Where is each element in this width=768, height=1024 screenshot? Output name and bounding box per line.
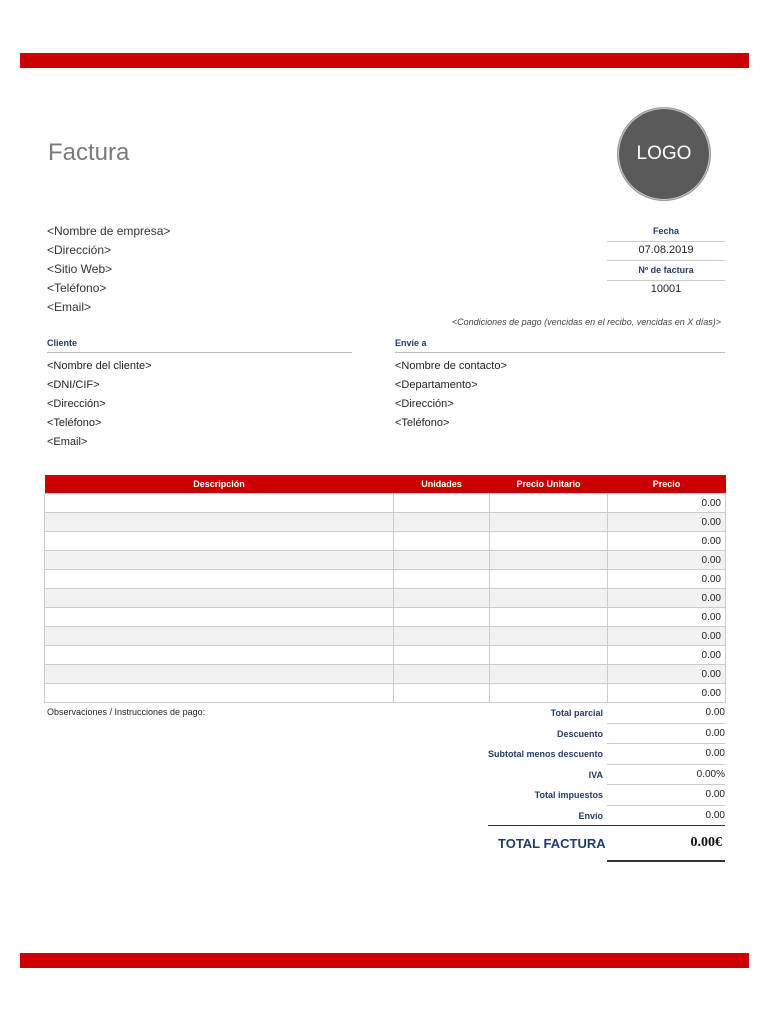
company-address: <Dirección> [47,243,112,257]
item-unit-price[interactable] [490,665,608,684]
item-price[interactable]: 0.00 [608,570,726,589]
item-unit-price[interactable] [490,513,608,532]
item-description[interactable] [45,646,394,665]
company-email: <Email> [47,300,92,314]
client-phone: <Teléfono> [47,417,102,429]
item-description[interactable] [45,665,394,684]
col-units: Unidades [394,475,490,494]
date-value: 07.08.2019 [607,241,725,260]
department: <Departamento> [395,379,478,391]
item-price[interactable]: 0.00 [608,646,726,665]
item-price[interactable]: 0.00 [608,608,726,627]
col-description: Descripción [45,475,394,494]
item-unit-price[interactable] [490,608,608,627]
client-tax-id: <DNI/CIF> [47,379,100,391]
item-units[interactable] [394,570,490,589]
item-price[interactable]: 0.00 [608,532,726,551]
company-website: <Sitio Web> [47,262,113,276]
item-unit-price[interactable] [490,494,608,513]
totals-row [470,785,725,806]
grand-total [488,825,725,862]
totals-label: Subtotal menos descuento [487,749,603,760]
totals-label: Total parcial [550,708,603,719]
item-units[interactable] [394,646,490,665]
item-description[interactable] [45,532,394,551]
item-description[interactable] [45,513,394,532]
item-units[interactable] [394,684,490,703]
table-row [45,494,726,513]
payment-terms: <Condiciones de pago (vencidas en el recibo, vencidas en X días)> [451,317,721,327]
totals-value: 0.00% [607,765,725,786]
totals-value: 0.00 [607,806,725,827]
item-description[interactable] [45,627,394,646]
table-row [45,532,726,551]
notes-label: Observaciones / Instrucciones de pago: [47,707,206,717]
ship-to-section [395,338,725,434]
totals-row [470,703,725,724]
items-table-body [45,494,726,703]
invoice-number-label: Nº de factura [607,260,725,280]
item-unit-price[interactable] [490,684,608,703]
ship-phone: <Teléfono> [395,417,450,429]
table-row [45,608,726,627]
table-row [45,665,726,684]
item-description[interactable] [45,551,394,570]
totals-label: Descuento [556,728,603,739]
item-unit-price[interactable] [490,551,608,570]
totals-block [470,703,725,826]
totals-label: IVA [588,769,603,780]
item-unit-price[interactable] [490,589,608,608]
totals-row [470,724,725,745]
client-heading: Cliente [47,338,352,353]
client-name: <Nombre del cliente> [47,360,152,372]
totals-row [470,806,725,827]
totals-value: 0.00 [607,744,725,765]
item-unit-price[interactable] [490,570,608,589]
company-name: <Nombre de empresa> [47,224,171,238]
item-price[interactable]: 0.00 [608,551,726,570]
company-phone: <Teléfono> [47,281,107,295]
date-label: Fecha [652,226,679,236]
totals-label: Total impuestos [534,790,603,801]
invoice-meta [607,222,725,299]
items-table [44,475,726,703]
document-title: Factura [48,139,130,166]
item-price[interactable]: 0.00 [608,627,726,646]
item-description[interactable] [45,589,394,608]
item-unit-price[interactable] [490,627,608,646]
contact-name: <Nombre de contacto> [395,360,507,372]
item-units[interactable] [394,608,490,627]
item-units[interactable] [394,551,490,570]
item-unit-price[interactable] [490,532,608,551]
table-row [45,646,726,665]
item-units[interactable] [394,589,490,608]
totals-value: 0.00 [607,703,725,724]
item-price[interactable]: 0.00 [608,513,726,532]
item-price[interactable]: 0.00 [608,665,726,684]
col-unit-price: Precio Unitario [490,475,608,494]
item-units[interactable] [394,665,490,684]
invoice-number-value: 10001 [607,280,725,299]
item-price[interactable]: 0.00 [608,494,726,513]
grand-total-value: 0.00€ [690,835,722,850]
grand-total-label: TOTAL FACTURA [498,836,606,851]
logo-placeholder: LOGO [617,107,711,201]
table-row [45,513,726,532]
totals-value: 0.00 [607,724,725,745]
item-description[interactable] [45,684,394,703]
item-units[interactable] [394,494,490,513]
client-address: <Dirección> [47,398,106,410]
totals-row [470,765,725,786]
bottom-accent-bar [20,953,749,968]
client-section [47,338,352,453]
totals-label: Envío [578,810,603,821]
totals-value: 0.00 [607,785,725,806]
table-row [45,589,726,608]
table-row [45,684,726,703]
client-email: <Email> [47,436,88,448]
table-row [45,570,726,589]
item-price[interactable]: 0.00 [608,589,726,608]
company-info [47,224,170,319]
ship-address: <Dirección> [395,398,454,410]
items-table-header [45,475,726,494]
item-price[interactable]: 0.00 [608,684,726,703]
table-row [45,627,726,646]
col-price: Precio [608,475,726,494]
grand-total-underline [607,860,725,862]
item-description[interactable] [45,608,394,627]
ship-to-heading: Envíe a [395,338,725,353]
top-accent-bar [20,53,749,68]
item-unit-price[interactable] [490,646,608,665]
item-units[interactable] [394,532,490,551]
item-units[interactable] [394,627,490,646]
item-description[interactable] [45,494,394,513]
table-row [45,551,726,570]
totals-row [470,744,725,765]
item-description[interactable] [45,570,394,589]
item-units[interactable] [394,513,490,532]
